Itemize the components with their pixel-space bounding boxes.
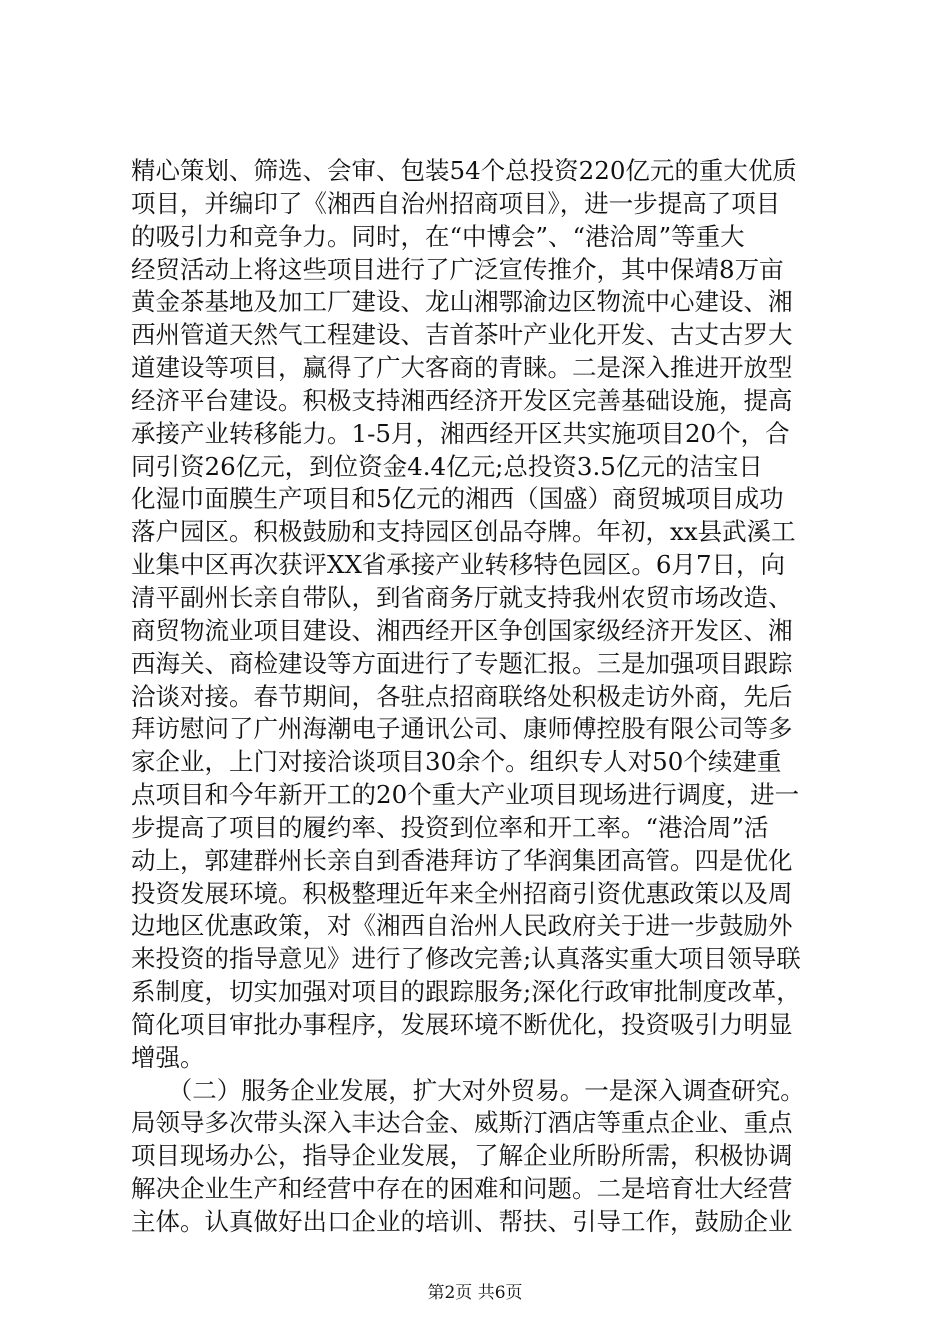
text-line: 西海关、商检建设等方面进行了专题汇报。三是加强项目跟踪 (131, 648, 793, 678)
text-line: 业集中区再次获评XX省承接产业转移特色园区。6月7日，向 (131, 550, 786, 580)
text-line: 来投资的指导意见》进行了修改完善;认真落实重大项目领导联 (131, 944, 801, 974)
text-line: 道建设等项目，赢得了广大客商的青睐。二是深入推进开放型 (131, 353, 793, 383)
text-line: 增强。 (131, 1042, 205, 1072)
text-line: 解决企业生产和经营中存在的困难和问题。二是培育壮大经营 (131, 1174, 793, 1204)
text-line: 西州管道天然气工程建设、吉首茶叶产业化开发、古丈古罗大 (131, 320, 793, 350)
text-line: 同引资26亿元，到位资金4.4亿元;总投资3.5亿元的洁宝日 (131, 451, 763, 481)
text-line: 拜访慰问了广州海潮电子通讯公司、康师傅控股有限公司等多 (131, 714, 793, 744)
text-line: 清平副州长亲自带队，到省商务厅就支持我州农贸市场改造、 (131, 582, 793, 612)
text-line: 承接产业转移能力。1-5月，湘西经开区共实施项目20个，合 (131, 418, 790, 448)
text-line: 经济平台建设。积极支持湘西经济开发区完善基础设施，提高 (131, 385, 793, 415)
text-line: 步提高了项目的履约率、投资到位率和开工率。“港洽周”活 (131, 812, 769, 842)
text-line: 投资发展环境。积极整理近年来全州招商引资优惠政策以及周 (131, 878, 793, 908)
text-line: 项目，并编印了《湘西自治州招商项目》，进一步提高了项目 (131, 188, 781, 218)
document-body (131, 155, 836, 1239)
page-footer: 第2页 共6页 (427, 1283, 523, 1303)
text-line: 简化项目审批办事程序，发展环境不断优化，投资吸引力明显 (131, 1009, 793, 1039)
text-line: 边地区优惠政策，对《湘西自治州人民政府关于进一步鼓励外 (131, 911, 793, 941)
text-line: 家企业，上门对接洽谈项目30余个。组织专人对50个续建重 (131, 747, 782, 777)
text-line: 经贸活动上将这些项目进行了广泛宣传推介，其中保靖8万亩 (131, 254, 784, 284)
text-line: 落户园区。积极鼓励和支持园区创品夺牌。年初，xx县武溪工 (131, 517, 796, 547)
text-line: （二）服务企业发展，扩大对外贸易。一是深入调查研究。 (131, 1075, 805, 1105)
text-line: 点项目和今年新开工的20个重大产业项目现场进行调度，进一 (131, 780, 800, 810)
text-line: 局领导多次带头深入丰达合金、威斯汀酒店等重点企业、重点 (131, 1108, 793, 1138)
text-line: 洽谈对接。春节期间，各驻点招商联络处积极走访外商，先后 (131, 681, 793, 711)
text-line: 主体。认真做好出口企业的培训、帮扶、引导工作，鼓励企业 (131, 1207, 793, 1236)
text-line: 系制度，切实加强对项目的跟踪服务;深化行政审批制度改革， (131, 977, 801, 1007)
text-line: 化湿巾面膜生产项目和5亿元的湘西（国盛）商贸城项目成功 (131, 484, 784, 514)
text-line: 动上，郭建群州长亲自到香港拜访了华润集团高管。四是优化 (131, 845, 793, 875)
text-line: 的吸引力和竞争力。同时，在“中博会”、“港洽周”等重大 (131, 221, 745, 251)
text-line: 项目现场办公，指导企业发展，了解企业所盼所需，积极协调 (131, 1141, 793, 1171)
text-line: 商贸物流业项目建设、湘西经开区争创国家级经济开发区、湘 (131, 615, 793, 645)
text-line: 精心策划、筛选、会审、包装54个总投资220亿元的重大优质 (131, 156, 797, 185)
text-line: 黄金茶基地及加工厂建设、龙山湘鄂渝边区物流中心建设、湘 (131, 287, 793, 317)
